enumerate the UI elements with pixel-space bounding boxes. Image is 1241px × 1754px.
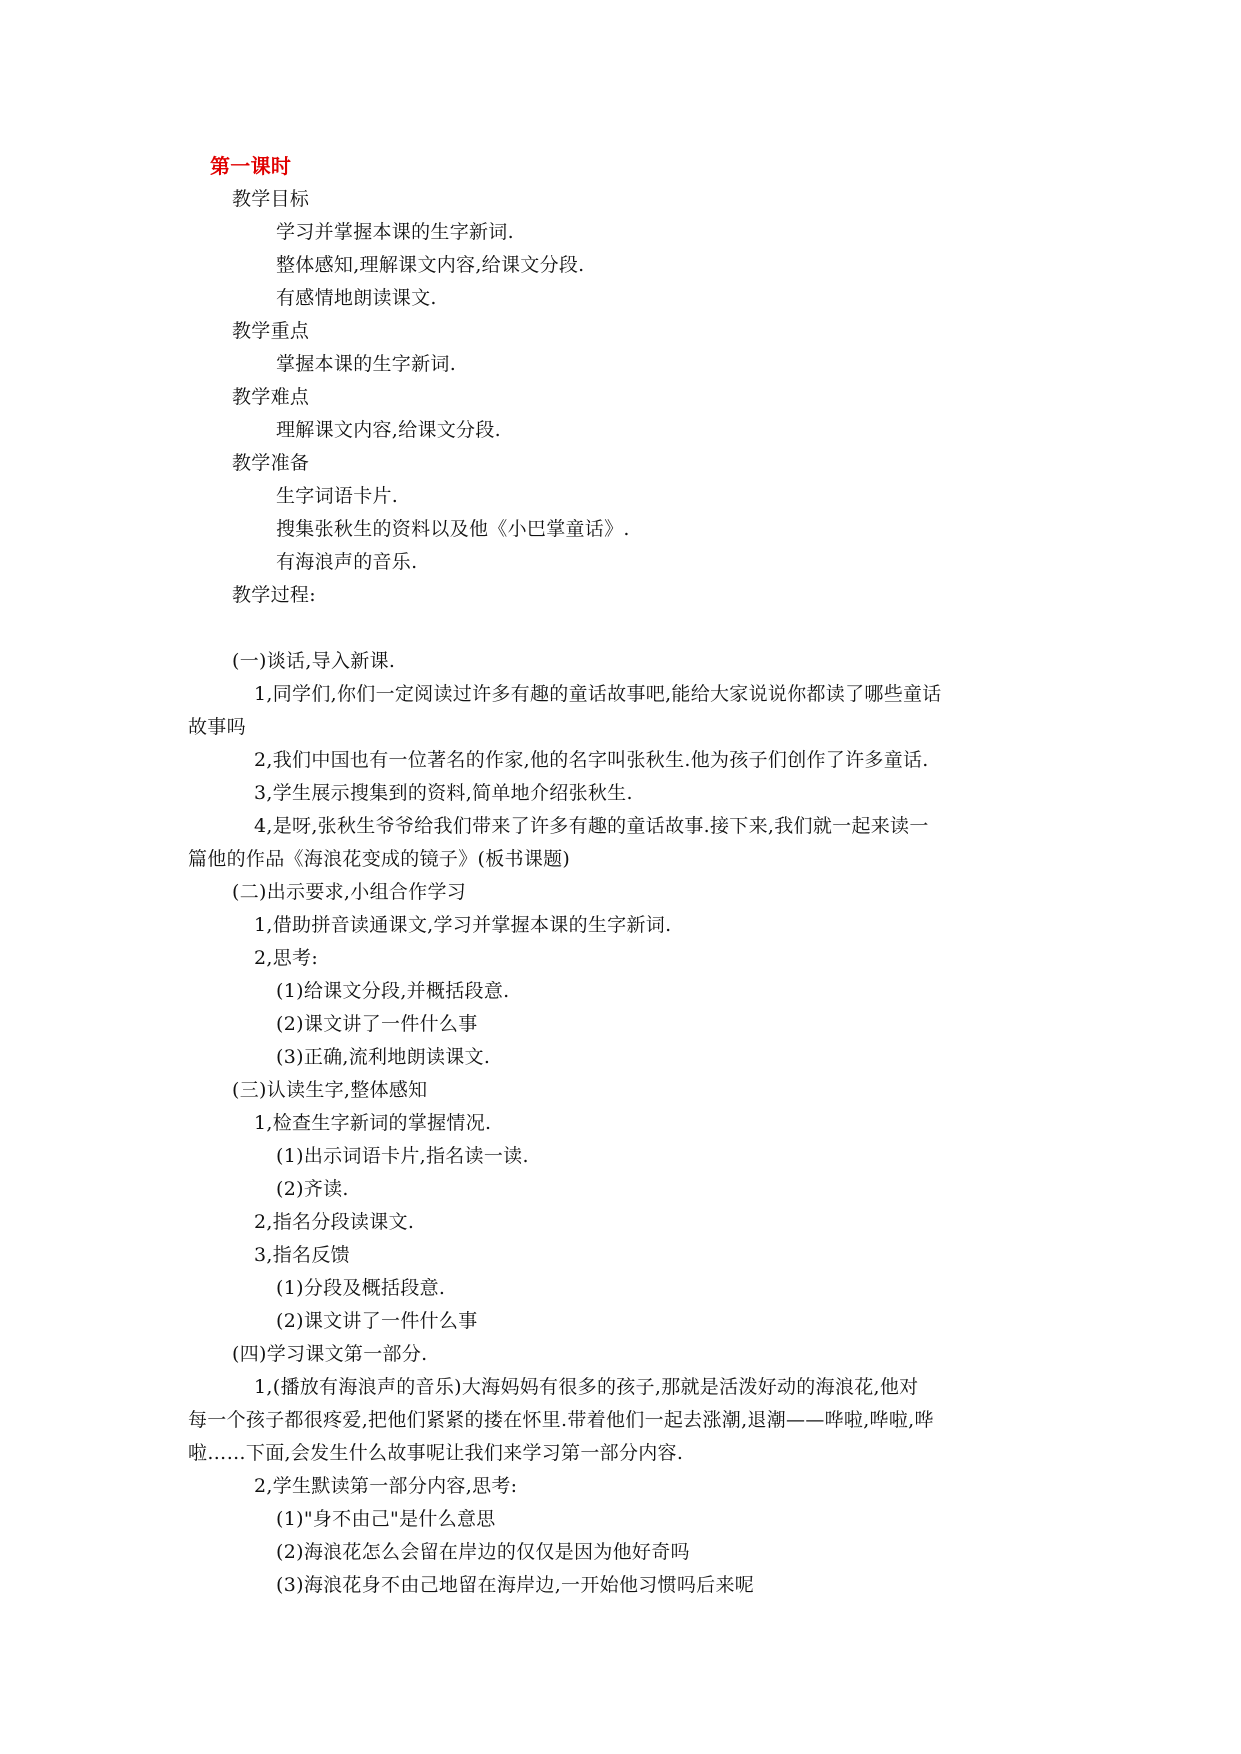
- part3-paragraph: 2,指名分段读课文.: [254, 1211, 415, 1233]
- part3-paragraph: 3,指名反馈: [254, 1244, 350, 1266]
- goal-item: 有感情地朗读课文.: [276, 287, 437, 309]
- goals-heading: 教学目标: [232, 188, 310, 210]
- goal-item: 学习并掌握本课的生字新词.: [276, 221, 514, 243]
- prep-item: 有海浪声的音乐.: [276, 551, 418, 573]
- difficulty-heading: 教学难点: [232, 386, 310, 408]
- part1-paragraph: 2,我们中国也有一位著名的作家,他的名字叫张秋生.他为孩子们创作了许多童话.: [254, 749, 929, 771]
- part1-paragraph: 4,是呀,张秋生爷爷给我们带来了许多有趣的童话故事.接下来,我们就一起来读一: [254, 815, 929, 837]
- part3-subitem: (2)齐读.: [276, 1178, 349, 1200]
- part2-question: (3)正确,流利地朗读课文.: [276, 1046, 491, 1068]
- part1-paragraph: 1,同学们,你们一定阅读过许多有趣的童话故事吧,能给大家说说你都读了哪些童话: [254, 683, 942, 705]
- part3-subitem: (1)出示词语卡片,指名读一读.: [276, 1145, 529, 1167]
- part2-question: (1)给课文分段,并概括段意.: [276, 980, 510, 1002]
- lesson-title: 第一课时: [210, 154, 292, 178]
- part3-paragraph: 1,检查生字新词的掌握情况.: [254, 1112, 492, 1134]
- part1-heading: (一)谈话,导入新课.: [232, 650, 396, 672]
- key-item: 掌握本课的生字新词.: [276, 353, 457, 375]
- part1-paragraph-cont: 篇他的作品《海浪花变成的镜子》(板书课题): [188, 848, 571, 870]
- part2-heading: (二)出示要求,小组合作学习: [232, 881, 467, 903]
- part1-paragraph: 3,学生展示搜集到的资料,简单地介绍张秋生.: [254, 782, 633, 804]
- prep-heading: 教学准备: [232, 452, 310, 474]
- part2-paragraph: 2,思考:: [254, 947, 319, 969]
- part3-heading: (三)认读生字,整体感知: [232, 1079, 428, 1101]
- goal-item: 整体感知,理解课文内容,给课文分段.: [276, 254, 585, 276]
- prep-item: 生字词语卡片.: [276, 485, 399, 507]
- part4-paragraph-cont: 啦……下面,会发生什么故事呢让我们来学习第一部分内容.: [188, 1442, 684, 1464]
- part2-paragraph: 1,借助拼音读通课文,学习并掌握本课的生字新词.: [254, 914, 672, 936]
- part4-question: (3)海浪花身不由己地留在海岸边,一开始他习惯吗后来呢: [276, 1574, 755, 1596]
- part4-heading: (四)学习课文第一部分.: [232, 1343, 428, 1365]
- process-heading: 教学过程:: [232, 584, 316, 606]
- part3-subitem: (2)课文讲了一件什么事: [276, 1310, 478, 1332]
- part2-question: (2)课文讲了一件什么事: [276, 1013, 478, 1035]
- part4-question: (2)海浪花怎么会留在岸边的仅仅是因为他好奇吗: [276, 1541, 690, 1563]
- difficulty-item: 理解课文内容,给课文分段.: [276, 419, 501, 441]
- part1-paragraph-cont: 故事吗: [188, 716, 246, 738]
- part3-subitem: (1)分段及概括段意.: [276, 1277, 446, 1299]
- key-heading: 教学重点: [232, 320, 310, 342]
- part4-paragraph: 2,学生默读第一部分内容,思考:: [254, 1475, 518, 1497]
- prep-item: 搜集张秋生的资料以及他《小巴掌童话》.: [276, 518, 630, 540]
- part4-paragraph-cont: 每一个孩子都很疼爱,把他们紧紧的搂在怀里.带着他们一起去涨潮,退潮——哗啦,哗啦,哗: [188, 1409, 934, 1431]
- part4-question: (1)"身不由己"是什么意思: [276, 1508, 496, 1530]
- part4-paragraph: 1,(播放有海浪声的音乐)大海妈妈有很多的孩子,那就是活泼好动的海浪花,他对: [254, 1376, 919, 1398]
